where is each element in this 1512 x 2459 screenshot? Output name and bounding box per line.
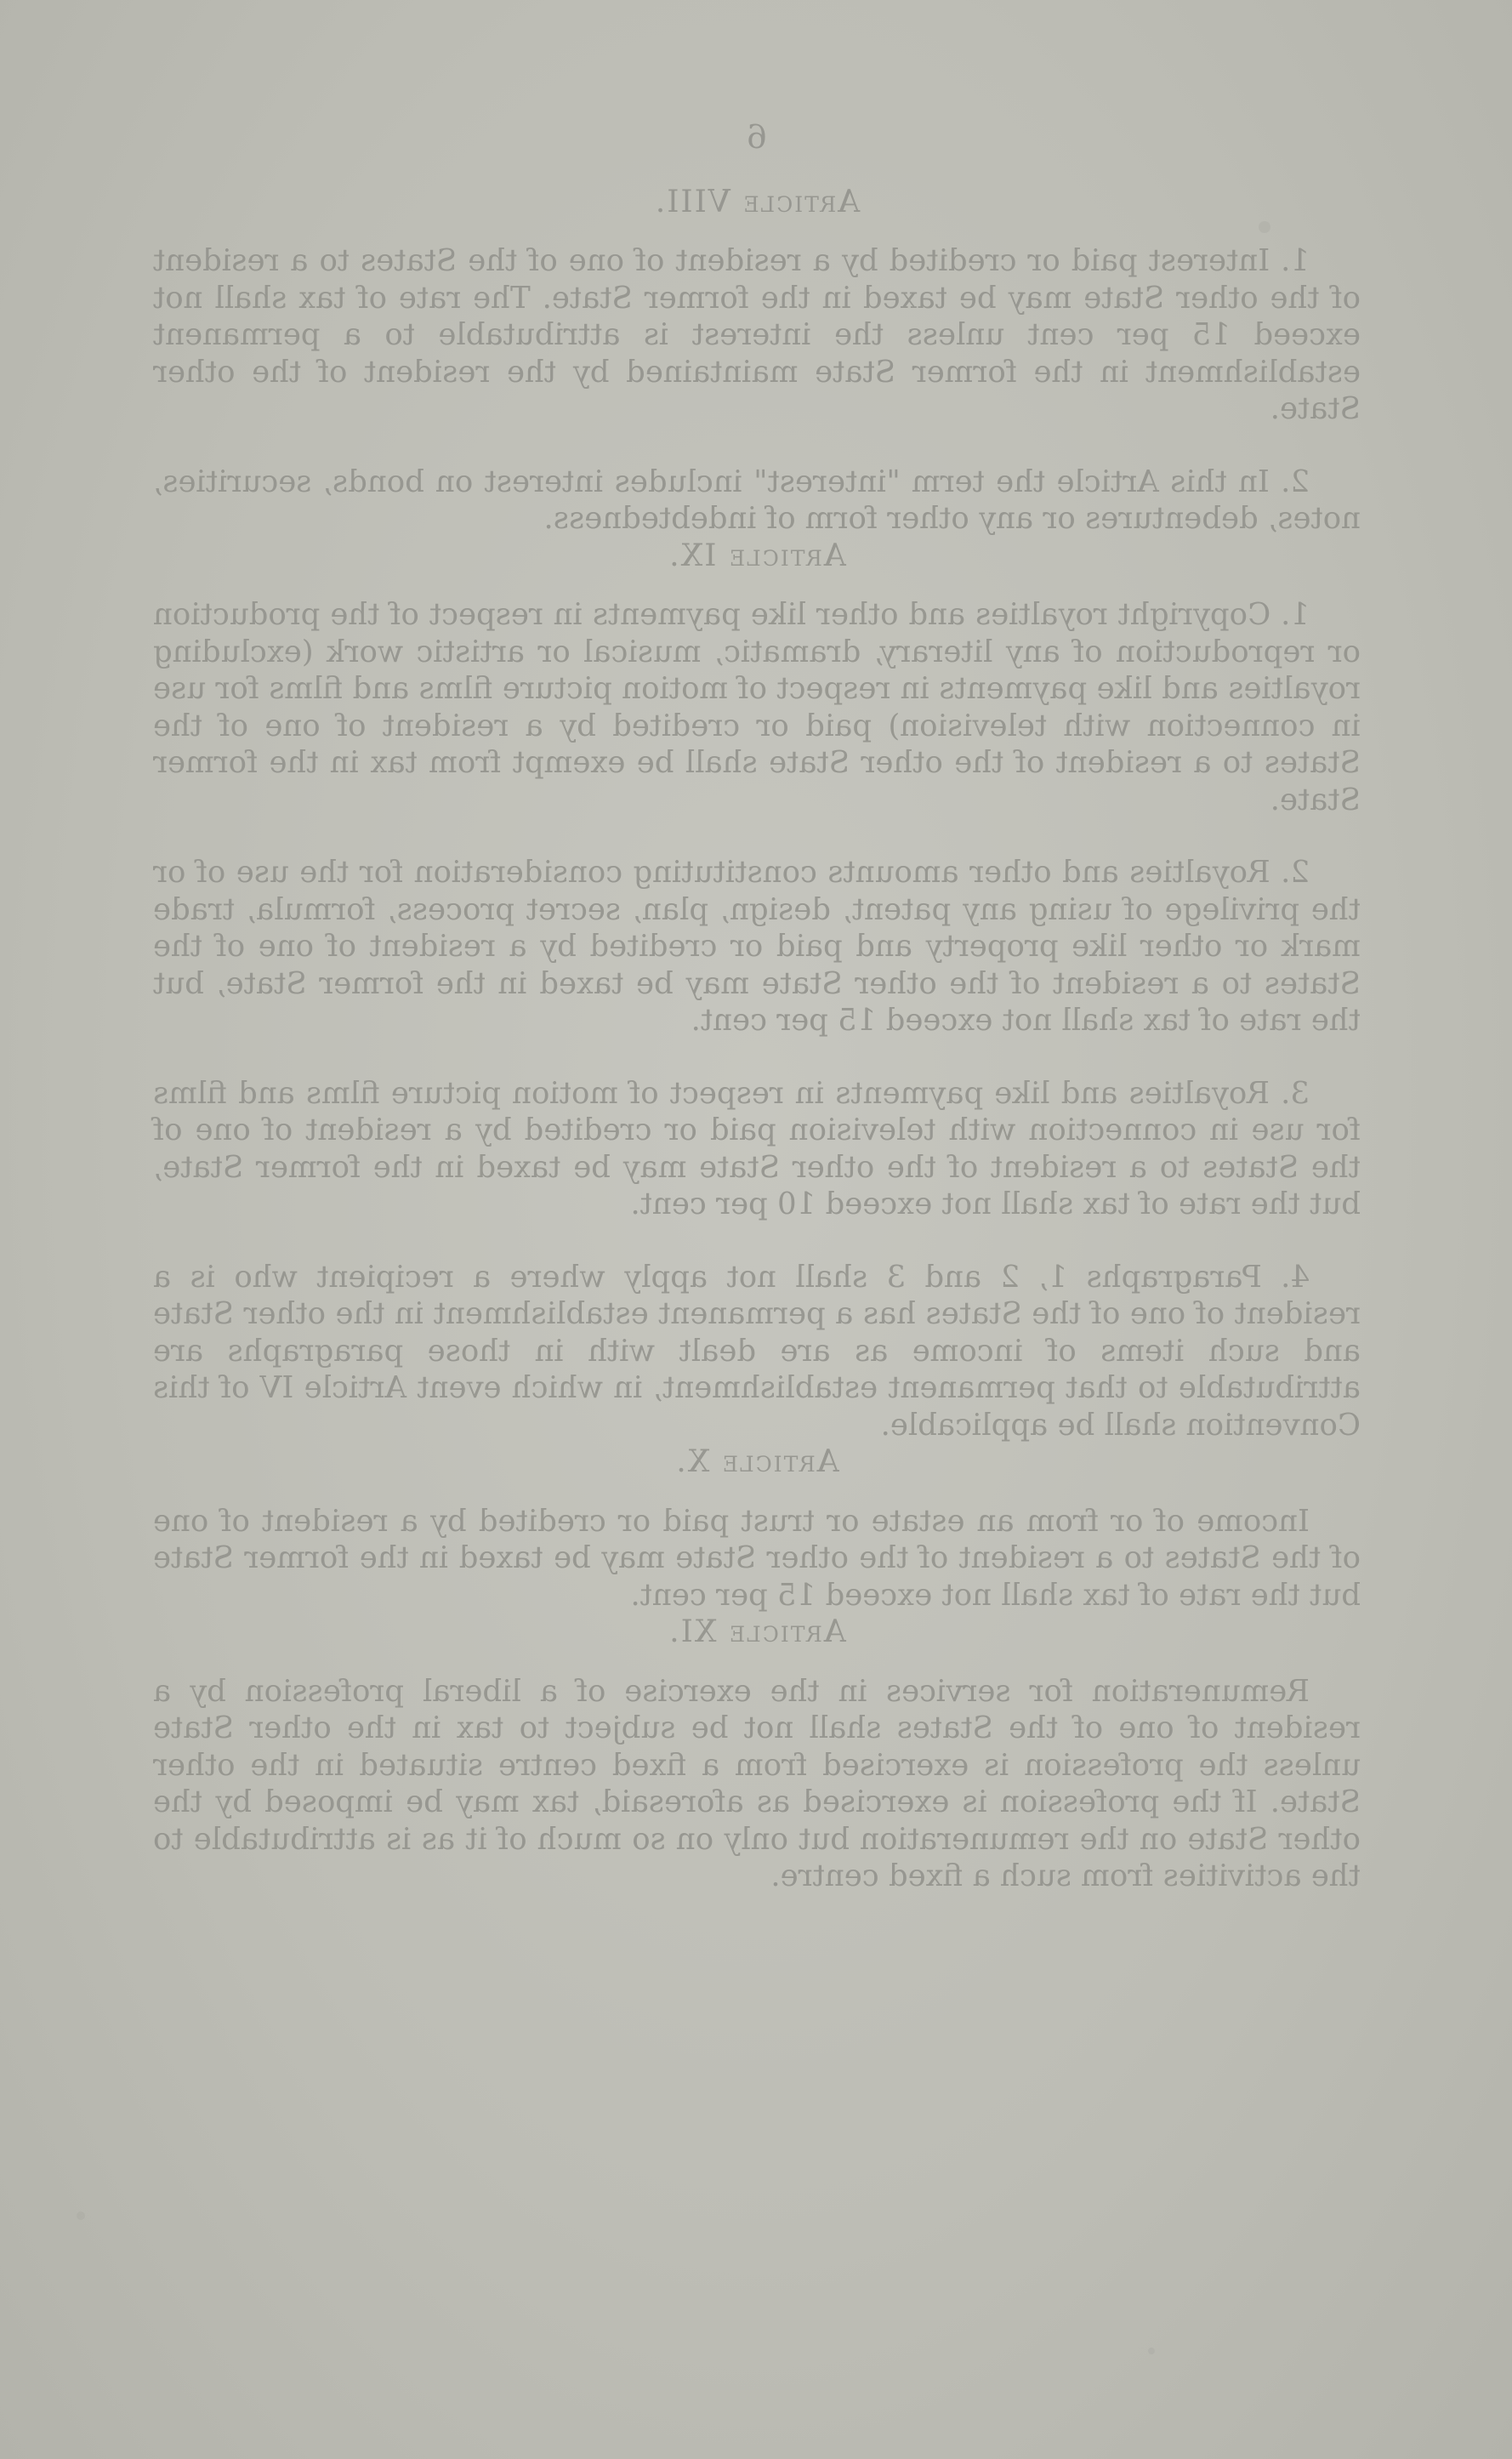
article-x (153, 1443, 1361, 1614)
article-paragraph: 1. Copyright royalties and other like payments in respect of the production or reproduction of any literary, dramatic, musical or artistic work (excluding royalties and like payments in respect of motion picture films and films for use in connection with television) paid or credited by a resident of one of the States to a resident of the other State shall be exempt from tax in the former State. (153, 597, 1361, 817)
article-viii (153, 184, 1361, 538)
article-paragraph: Remuneration for services in the exercise of a liberal profession by a resident of one of the States shall not be subject to tax in the other State unless the profession is exercised from a fixed centre situated in the other State. If the profession is exercised as aforesaid, tax may be imposed by the other State on the remuneration but only on so much of it as is attributable to the activities from such a fixed centre. (153, 1673, 1361, 1893)
article-paragraph: 3. Royalties and like payments in respect of motion picture films and films for use in connection with television paid or credited by a resident of one of the States to a resident of the other State may be taxed in the former State, but the rate of tax shall not exceed 10 per cent. (153, 1075, 1361, 1221)
article-paragraph: 2. Royalties and other amounts constituting consideration for the use of or the privilege of using any patent, design, plan, secret process, formula, trade mark or other like property and paid or credited by a resident of one of the States to a resident of the other State may be taxed in the former State, but the rate of tax shall not exceed 15 per cent. (153, 855, 1361, 1038)
page-number: 6 (746, 118, 768, 156)
article-paragraph: 2. In this Article the term "interest" includes interest on bonds, securities, notes, debentures or any other form of indebtedness. (153, 464, 1361, 536)
article-paragraph: 4. Paragraphs 1, 2 and 3 shall not apply where a recipient who is a resident of one of the States has a permanent establishment in the other State and such items of income as are dealt with in those paragraphs are attributable to that permanent establishment, in which event Article IV of this Convention shall be applicable. (153, 1259, 1361, 1443)
article-paragraph: 1. Interest paid or credited by a resident of one of the States to a resident of the other State may be taxed in the former State. The rate of tax shall not exceed 15 per cent unless the interest is attributable to a permanent establishment in the former State maintained by the resident of the other State. (153, 243, 1361, 426)
article-xi (153, 1614, 1361, 1895)
article-paragraph: Income of or from an estate or trust paid or credited by a resident of one of the States to a resident of the other State may be taxed in the former State but the rate of tax shall not exceed 15 per cent. (153, 1503, 1361, 1613)
article-heading: Article IX. (668, 538, 846, 573)
text-column (153, 119, 1361, 1895)
article-heading: Article VIII. (653, 184, 861, 219)
article-ix (153, 538, 1361, 1444)
article-heading: Article XI. (668, 1614, 846, 1649)
article-heading: Article X. (674, 1444, 839, 1479)
